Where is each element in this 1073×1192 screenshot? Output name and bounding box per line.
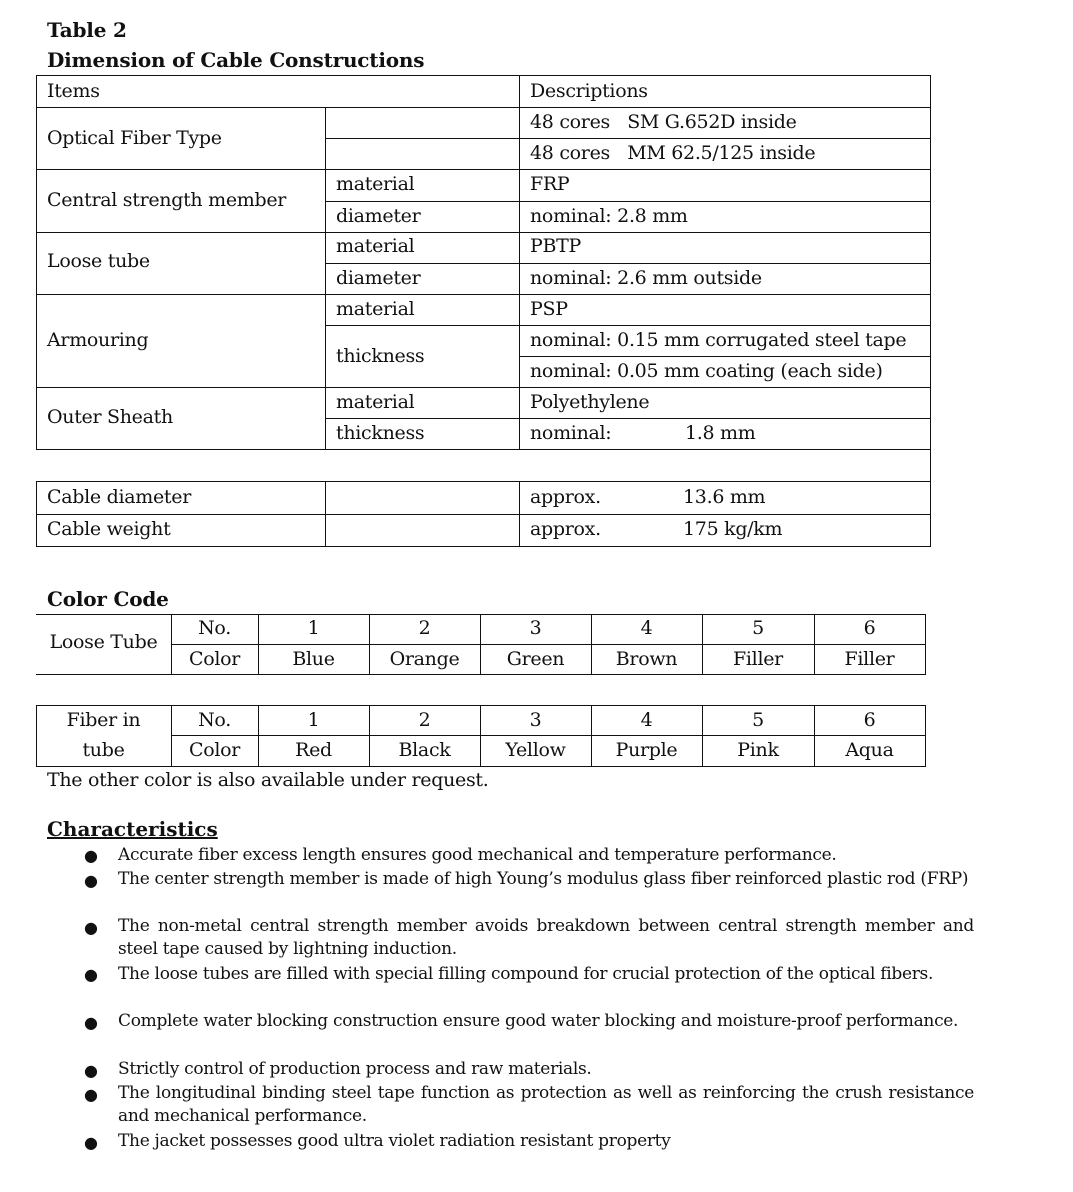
item-armouring: Armouring	[47, 329, 149, 351]
loose-tube-color: Green	[506, 648, 565, 670]
cable-diameter-value: 13.6 mm	[683, 486, 766, 508]
color-code-title: Color Code	[47, 587, 169, 611]
table-border	[36, 481, 931, 482]
table-border	[325, 481, 326, 547]
csm-property-diameter: diameter	[336, 205, 421, 227]
table-border	[36, 481, 37, 547]
table-border	[519, 75, 520, 450]
bullet-icon: ●	[84, 1133, 98, 1152]
cable-weight-value: 175 kg/km	[683, 518, 783, 540]
table-border	[36, 107, 931, 108]
table-border	[36, 169, 931, 170]
fiber-color: Black	[398, 739, 451, 761]
table-border	[36, 232, 931, 233]
arm-value-material: PSP	[530, 298, 568, 320]
table-border	[925, 705, 926, 767]
item-loose-tube: Loose tube	[47, 250, 150, 272]
fiber-color: Yellow	[505, 739, 566, 761]
fiber-no: 3	[529, 709, 542, 731]
csm-property-material: material	[336, 173, 415, 195]
fiber-color: Red	[295, 739, 332, 761]
bullet-icon: ●	[84, 1061, 98, 1080]
list-item: The loose tubes are filled with special filling compound for crucial protection of the optical fibers.	[118, 964, 934, 984]
table-label: Table 2	[47, 18, 127, 42]
header-items: Items	[47, 80, 100, 102]
csm-value-material: FRP	[530, 173, 570, 195]
table-border	[325, 138, 931, 139]
loose-tube-no: 6	[863, 617, 876, 639]
table-border	[519, 356, 931, 357]
fiber-desc-mm: 48 cores MM 62.5/125 inside	[530, 142, 816, 164]
cable-weight-qualifier: approx.	[530, 518, 601, 540]
loose-tube-label: Loose Tube	[49, 631, 158, 653]
loose-tube-no: 5	[752, 617, 764, 639]
bullet-icon: ●	[84, 846, 98, 865]
fiber-no: 1	[307, 709, 320, 731]
list-item: Complete water blocking construction ensure good water blocking and moisture-proof performance.	[118, 1011, 959, 1031]
os-value-material: Polyethylene	[530, 391, 650, 413]
table-border	[325, 107, 326, 450]
color-note: The other color is also available under request.	[47, 769, 489, 791]
loose-tube-no: 3	[529, 617, 542, 639]
item-cable-weight: Cable weight	[47, 518, 171, 540]
csm-value-diameter: nominal: 2.8 mm	[530, 205, 688, 227]
table-border	[325, 418, 931, 419]
os-value-thickness: nominal:	[530, 422, 612, 444]
table-border	[519, 481, 520, 547]
loose-tube-color: Orange	[389, 648, 460, 670]
loose-tube-color: Brown	[615, 648, 678, 670]
fiber-color: Purple	[615, 739, 678, 761]
item-optical-fiber-type: Optical Fiber Type	[47, 127, 222, 149]
item-cable-diameter: Cable diameter	[47, 486, 191, 508]
loose-tube-color-label: Color	[188, 648, 241, 670]
fiber-in-tube-label-line2: tube	[82, 739, 125, 761]
list-item: The center strength member is made of high Young’s modulus glass fiber reinforced plastic rod (FRP)	[118, 869, 969, 889]
characteristics-title: Characteristics	[47, 817, 218, 841]
loose-tube-no: 4	[640, 617, 653, 639]
lt-value-diameter: nominal: 2.6 mm outside	[530, 267, 762, 289]
table-border	[36, 546, 931, 547]
bullet-icon: ●	[84, 918, 98, 937]
table-border	[930, 75, 931, 547]
table-border	[325, 201, 931, 202]
fiber-no: 5	[752, 709, 764, 731]
list-item: The longitudinal binding steel tape function as protection as well as reinforcing the crush resistance and mechanical performance.	[118, 1083, 974, 1126]
table-border	[36, 387, 931, 388]
lt-property-material: material	[336, 235, 415, 257]
cable-diameter-qualifier: approx.	[530, 486, 601, 508]
item-central-strength-member: Central strength member	[47, 189, 287, 211]
os-amount-thickness: 1.8 mm	[685, 422, 756, 444]
loose-tube-color: Filler	[844, 648, 895, 670]
loose-tube-no-label: No.	[198, 617, 231, 639]
fiber-color-label: Color	[188, 739, 241, 761]
list-item: The non-metal central strength member avoids breakdown between central strength member and steel tape caused by lightning induction.	[118, 916, 974, 959]
lt-property-diameter: diameter	[336, 267, 421, 289]
fiber-color: Aqua	[845, 739, 894, 761]
list-item: The jacket possesses good ultra violet radiation resistant property	[118, 1131, 671, 1151]
table-border	[36, 674, 926, 675]
fiber-no-label: No.	[198, 709, 231, 731]
lt-value-material: PBTP	[530, 235, 582, 257]
item-outer-sheath: Outer Sheath	[47, 406, 173, 428]
table-border	[36, 705, 926, 706]
fiber-in-tube-label-line1: Fiber in	[66, 709, 141, 731]
bullet-icon: ●	[84, 965, 98, 984]
list-item: Accurate fiber excess length ensures good mechanical and temperature performance.	[118, 845, 837, 865]
table-border	[36, 294, 931, 295]
fiber-color: Pink	[737, 739, 779, 761]
table-border	[325, 263, 931, 264]
table-border	[925, 614, 926, 675]
table-border	[36, 614, 926, 615]
table-title: Dimension of Cable Constructions	[47, 48, 425, 72]
fiber-no: 2	[418, 709, 431, 731]
loose-tube-no: 2	[418, 617, 431, 639]
loose-tube-color: Filler	[733, 648, 783, 670]
arm-property-material: material	[336, 298, 415, 320]
loose-tube-no: 1	[307, 617, 320, 639]
table-border	[36, 514, 931, 515]
bullet-icon: ●	[84, 871, 98, 890]
fiber-desc-sm: 48 cores SM G.652D inside	[530, 111, 797, 133]
table-border	[36, 75, 37, 450]
table-border	[36, 75, 931, 76]
os-property-thickness: thickness	[336, 422, 425, 444]
arm-property-thickness: thickness	[336, 345, 425, 367]
fiber-no: 6	[863, 709, 876, 731]
table-border	[325, 325, 931, 326]
fiber-no: 4	[640, 709, 653, 731]
table-border	[171, 735, 926, 736]
header-descriptions: Descriptions	[530, 80, 648, 102]
bullet-icon: ●	[84, 1085, 98, 1104]
arm-value-thickness-tape: nominal: 0.15 mm corrugated steel tape	[530, 329, 907, 351]
table-border	[36, 766, 926, 767]
table-border	[36, 449, 931, 450]
list-item: Strictly control of production process and raw materials.	[118, 1059, 592, 1079]
table-border	[171, 644, 926, 645]
bullet-icon: ●	[84, 1013, 98, 1032]
loose-tube-color: Blue	[292, 648, 335, 670]
os-property-material: material	[336, 391, 415, 413]
arm-value-thickness-coating: nominal: 0.05 mm coating (each side)	[530, 360, 883, 382]
